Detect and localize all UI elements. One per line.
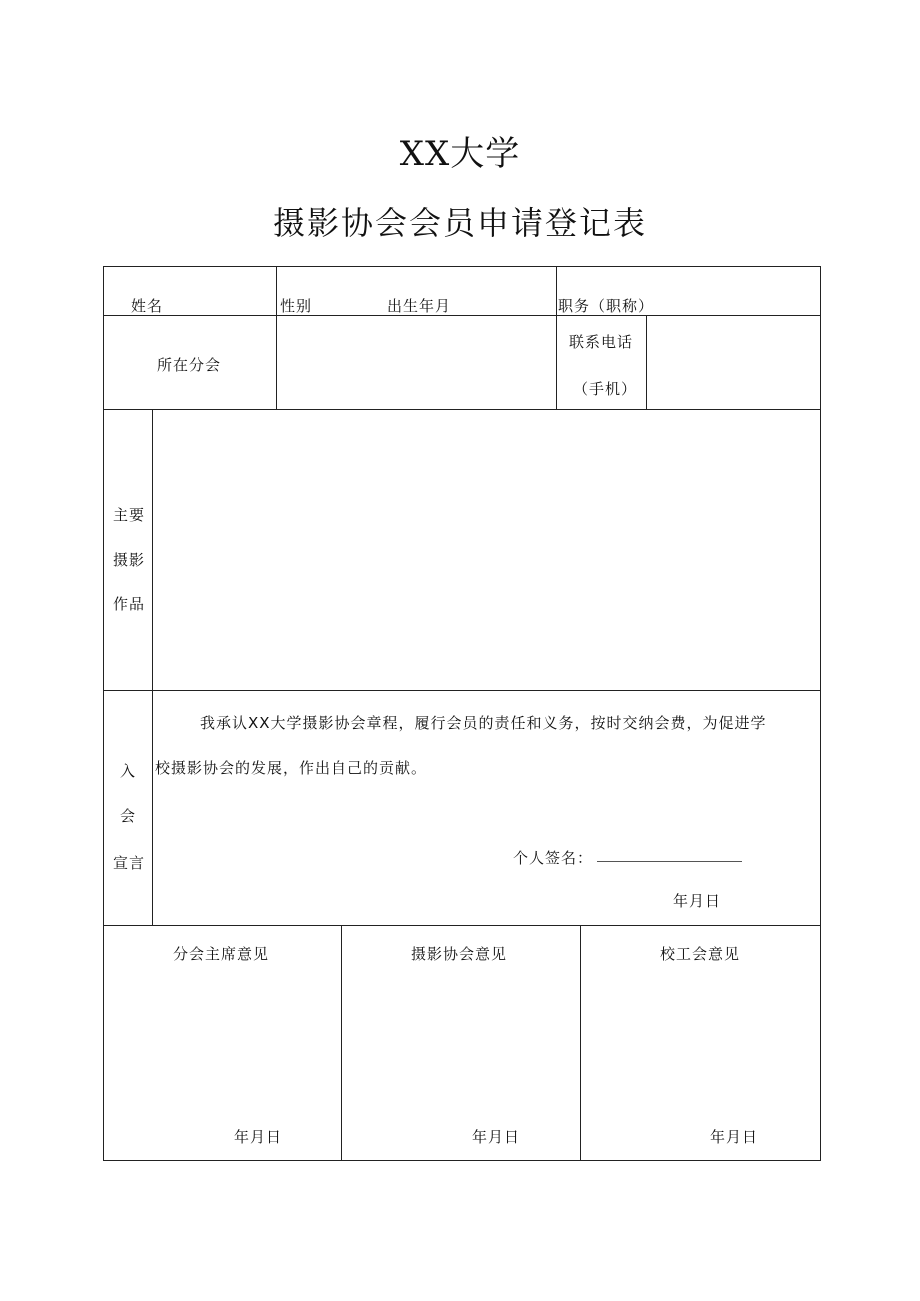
position-label: 职务（职称） — [558, 297, 655, 315]
border-right — [820, 266, 821, 1161]
title-university: XX大学 — [399, 134, 521, 174]
pledge-label-line1: 入 — [120, 762, 137, 780]
opinion-union-date: 年月日 — [710, 1128, 759, 1146]
row-line-2 — [103, 409, 821, 410]
phone-label-line2: （手机） — [573, 380, 638, 398]
title-form: 摄影协会会员申请登记表 — [272, 204, 647, 242]
birth-label: 出生年月 — [387, 297, 452, 315]
pledge-label-line2: 会 — [120, 807, 137, 825]
col-line-op2 — [580, 925, 581, 1161]
col-line-a — [276, 266, 277, 410]
opinion-association-date: 年月日 — [472, 1128, 521, 1146]
col-line-label — [152, 409, 153, 926]
phone-value-cell[interactable] — [653, 326, 813, 402]
col-line-c — [646, 315, 647, 410]
row-line-3 — [103, 690, 821, 691]
signature-label: 个人签名： — [513, 849, 594, 867]
border-bottom — [103, 1160, 821, 1161]
registration-form-table — [103, 266, 820, 1160]
gender-label: 性别 — [280, 297, 313, 315]
border-top — [103, 266, 821, 267]
pledge-text-line2: 校摄影协会的发展，作出自己的贡献。 — [155, 759, 428, 777]
border-left — [103, 266, 104, 1161]
signature-line[interactable] — [597, 861, 742, 862]
phone-label-line1: 联系电话 — [569, 333, 634, 351]
opinion-union-label: 校工会意见 — [660, 945, 741, 963]
col-line-op1 — [341, 925, 342, 1161]
works-label-line2: 摄影 — [113, 551, 146, 569]
pledge-label-line3: 宣言 — [113, 854, 146, 872]
opinion-association-label: 摄影协会意见 — [411, 945, 508, 963]
pledge-text-line1: 我承认XX大学摄影协会章程，履行会员的责任和义务，按时交纳会费，为促进学 — [200, 714, 767, 732]
branch-value-cell[interactable] — [283, 326, 549, 402]
name-label: 姓名 — [131, 297, 164, 315]
works-content-area[interactable] — [159, 416, 813, 682]
branch-label: 所在分会 — [157, 356, 222, 374]
works-label-line3: 作品 — [113, 595, 146, 613]
opinion-branch-label: 分会主席意见 — [173, 945, 270, 963]
opinion-branch-date: 年月日 — [234, 1128, 283, 1146]
row-line-1 — [103, 315, 821, 316]
works-label-line1: 主要 — [113, 506, 146, 524]
pledge-date: 年月日 — [673, 892, 722, 910]
col-line-b — [556, 266, 557, 410]
row-line-4 — [103, 925, 821, 926]
